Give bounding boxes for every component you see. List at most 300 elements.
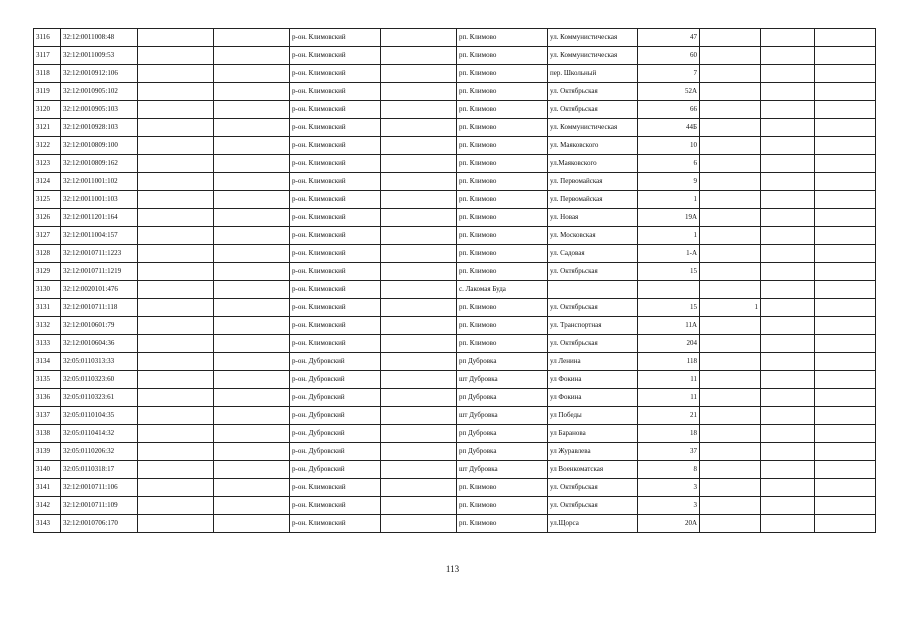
cell-empty xyxy=(138,371,214,389)
cell-empty xyxy=(761,83,815,101)
table-row xyxy=(34,29,876,47)
cell-cadastral-number: 32:05:0110414:32 xyxy=(61,425,138,443)
cell-settlement: шт Дубровка xyxy=(457,461,548,479)
cell-settlement: рп. Климово xyxy=(457,101,548,119)
cell-street: ул. Новая xyxy=(548,209,638,227)
cell-empty xyxy=(381,155,457,173)
table-row xyxy=(34,497,876,515)
property-register-table xyxy=(33,28,876,533)
cell-row-number: 3121 xyxy=(34,119,61,137)
cell-empty xyxy=(761,389,815,407)
cell-cadastral-number: 32:12:0010809:100 xyxy=(61,137,138,155)
cell-empty xyxy=(761,497,815,515)
cell-empty xyxy=(138,227,214,245)
table-row xyxy=(34,47,876,65)
cell-empty xyxy=(214,155,290,173)
table-row xyxy=(34,83,876,101)
cell-district: р-он. Климовский xyxy=(290,263,381,281)
cell-row-number: 3142 xyxy=(34,497,61,515)
cell-empty xyxy=(815,119,876,137)
cell-district: р-он. Климовский xyxy=(290,245,381,263)
cell-empty xyxy=(815,407,876,425)
cell-empty xyxy=(815,353,876,371)
cell-apartment xyxy=(700,281,761,299)
cell-house-number xyxy=(638,281,700,299)
cell-empty xyxy=(138,245,214,263)
cell-row-number: 3143 xyxy=(34,515,61,533)
cell-empty xyxy=(815,173,876,191)
cell-empty xyxy=(815,317,876,335)
cell-empty xyxy=(761,155,815,173)
cell-empty xyxy=(138,137,214,155)
cell-empty xyxy=(815,101,876,119)
cell-settlement: шт Дубровка xyxy=(457,371,548,389)
cell-empty xyxy=(214,425,290,443)
cell-district: р-он. Климовский xyxy=(290,137,381,155)
cell-cadastral-number: 32:12:0010928:103 xyxy=(61,119,138,137)
cell-empty xyxy=(761,173,815,191)
cell-row-number: 3138 xyxy=(34,425,61,443)
cell-cadastral-number: 32:05:0110206:32 xyxy=(61,443,138,461)
cell-row-number: 3134 xyxy=(34,353,61,371)
cell-empty xyxy=(214,101,290,119)
cell-empty xyxy=(214,173,290,191)
cell-empty xyxy=(381,209,457,227)
cell-empty xyxy=(138,515,214,533)
cell-empty xyxy=(214,281,290,299)
cell-empty xyxy=(214,29,290,47)
table-row xyxy=(34,335,876,353)
cell-district: р-он. Климовский xyxy=(290,299,381,317)
cell-street: ул Журавлева xyxy=(548,443,638,461)
cell-empty xyxy=(138,29,214,47)
cell-cadastral-number: 32:12:0010604:36 xyxy=(61,335,138,353)
cell-apartment xyxy=(700,155,761,173)
table-row xyxy=(34,65,876,83)
cell-apartment: 1 xyxy=(700,299,761,317)
table-row xyxy=(34,389,876,407)
cell-cadastral-number: 32:12:0011009:53 xyxy=(61,47,138,65)
cell-empty xyxy=(381,119,457,137)
cell-cadastral-number: 32:12:0011004:157 xyxy=(61,227,138,245)
cell-street: ул Ленина xyxy=(548,353,638,371)
cell-street: пер. Школьный xyxy=(548,65,638,83)
cell-street: ул Баранова xyxy=(548,425,638,443)
cell-row-number: 3129 xyxy=(34,263,61,281)
cell-row-number: 3136 xyxy=(34,389,61,407)
cell-empty xyxy=(381,371,457,389)
cell-house-number: 11А xyxy=(638,317,700,335)
cell-empty xyxy=(761,425,815,443)
cell-district: р-он. Климовский xyxy=(290,209,381,227)
cell-empty xyxy=(381,335,457,353)
cell-empty xyxy=(138,497,214,515)
cell-district: р-он. Климовский xyxy=(290,497,381,515)
cell-apartment xyxy=(700,425,761,443)
cell-apartment xyxy=(700,515,761,533)
cell-house-number: 7 xyxy=(638,65,700,83)
cell-street: ул. Маяковского xyxy=(548,137,638,155)
cell-house-number: 3 xyxy=(638,479,700,497)
cell-house-number: 19А xyxy=(638,209,700,227)
cell-district: р-он. Дубровский xyxy=(290,425,381,443)
cell-cadastral-number: 32:12:0011001:103 xyxy=(61,191,138,209)
cell-apartment xyxy=(700,29,761,47)
cell-house-number: 37 xyxy=(638,443,700,461)
cell-empty xyxy=(214,191,290,209)
cell-street: ул Фокина xyxy=(548,371,638,389)
cell-empty xyxy=(761,515,815,533)
cell-empty xyxy=(138,425,214,443)
cell-street: ул. Коммунистическая xyxy=(548,29,638,47)
cell-apartment xyxy=(700,317,761,335)
cell-apartment xyxy=(700,389,761,407)
cell-settlement: рп. Климово xyxy=(457,83,548,101)
cell-empty xyxy=(138,281,214,299)
cell-empty xyxy=(761,299,815,317)
cell-cadastral-number: 32:12:0010601:79 xyxy=(61,317,138,335)
cell-empty xyxy=(815,263,876,281)
cell-empty xyxy=(761,443,815,461)
cell-street: ул. Октябрьская xyxy=(548,83,638,101)
cell-cadastral-number: 32:12:0010809:162 xyxy=(61,155,138,173)
cell-row-number: 3140 xyxy=(34,461,61,479)
cell-empty xyxy=(214,443,290,461)
cell-cadastral-number: 32:12:0010711:109 xyxy=(61,497,138,515)
cell-empty xyxy=(138,317,214,335)
cell-settlement: шт Дубровка xyxy=(457,407,548,425)
cell-empty xyxy=(815,515,876,533)
cell-empty xyxy=(761,335,815,353)
cell-street: ул. Садовая xyxy=(548,245,638,263)
table-row xyxy=(34,443,876,461)
cell-street: ул. Коммунистическая xyxy=(548,47,638,65)
cell-cadastral-number: 32:05:0110104:35 xyxy=(61,407,138,425)
cell-house-number: 47 xyxy=(638,29,700,47)
cell-cadastral-number: 32:12:0010711:106 xyxy=(61,479,138,497)
cell-row-number: 3141 xyxy=(34,479,61,497)
cell-settlement: рп. Климово xyxy=(457,65,548,83)
table-row xyxy=(34,155,876,173)
cell-street: ул. Коммунистическая xyxy=(548,119,638,137)
cell-empty xyxy=(381,47,457,65)
cell-empty xyxy=(381,263,457,281)
cell-empty xyxy=(381,461,457,479)
cell-empty xyxy=(381,137,457,155)
cell-apartment xyxy=(700,443,761,461)
cell-row-number: 3117 xyxy=(34,47,61,65)
cell-settlement: рп. Климово xyxy=(457,263,548,281)
cell-row-number: 3116 xyxy=(34,29,61,47)
table-row xyxy=(34,299,876,317)
cell-settlement: рп Дубровка xyxy=(457,443,548,461)
cell-empty xyxy=(214,245,290,263)
cell-empty xyxy=(815,83,876,101)
cell-house-number: 60 xyxy=(638,47,700,65)
cell-empty xyxy=(761,29,815,47)
cell-empty xyxy=(761,191,815,209)
cell-street: ул Военкоматская xyxy=(548,461,638,479)
cell-empty xyxy=(214,299,290,317)
cell-empty xyxy=(214,83,290,101)
cell-empty xyxy=(214,371,290,389)
table-row xyxy=(34,479,876,497)
cell-cadastral-number: 32:05:0110313:33 xyxy=(61,353,138,371)
cell-empty xyxy=(138,479,214,497)
cell-empty xyxy=(761,65,815,83)
cell-settlement: рп. Климово xyxy=(457,497,548,515)
cell-settlement: рп. Климово xyxy=(457,245,548,263)
cell-empty xyxy=(138,461,214,479)
cell-settlement: рп Дубровка xyxy=(457,353,548,371)
page-number: 113 xyxy=(445,564,460,574)
cell-apartment xyxy=(700,137,761,155)
cell-empty xyxy=(381,299,457,317)
table-row xyxy=(34,227,876,245)
cell-row-number: 3127 xyxy=(34,227,61,245)
cell-row-number: 3118 xyxy=(34,65,61,83)
cell-apartment xyxy=(700,191,761,209)
cell-empty xyxy=(138,155,214,173)
cell-apartment xyxy=(700,65,761,83)
cell-cadastral-number: 32:12:0010905:103 xyxy=(61,101,138,119)
cell-settlement: рп. Климово xyxy=(457,29,548,47)
cell-empty xyxy=(214,65,290,83)
table-row xyxy=(34,353,876,371)
cell-empty xyxy=(761,245,815,263)
cell-settlement: рп. Климово xyxy=(457,299,548,317)
cell-empty xyxy=(815,389,876,407)
cell-empty xyxy=(761,317,815,335)
cell-row-number: 3139 xyxy=(34,443,61,461)
cell-settlement: рп. Климово xyxy=(457,155,548,173)
cell-settlement: рп. Климово xyxy=(457,173,548,191)
cell-empty xyxy=(815,443,876,461)
cell-settlement: с. Лакомая Буда xyxy=(457,281,548,299)
cell-apartment xyxy=(700,263,761,281)
cell-house-number: 44Б xyxy=(638,119,700,137)
cell-row-number: 3130 xyxy=(34,281,61,299)
cell-house-number: 18 xyxy=(638,425,700,443)
cell-empty xyxy=(381,389,457,407)
cell-empty xyxy=(138,335,214,353)
cell-empty xyxy=(214,389,290,407)
cell-street: ул. Первомайская xyxy=(548,173,638,191)
cell-cadastral-number: 32:12:0010706:170 xyxy=(61,515,138,533)
cell-empty xyxy=(214,47,290,65)
cell-empty xyxy=(214,137,290,155)
cell-apartment xyxy=(700,101,761,119)
cell-empty xyxy=(381,515,457,533)
table-row xyxy=(34,407,876,425)
cell-empty xyxy=(761,137,815,155)
cell-cadastral-number: 32:12:0020101:476 xyxy=(61,281,138,299)
cell-settlement: рп Дубровка xyxy=(457,389,548,407)
cell-house-number: 6 xyxy=(638,155,700,173)
cell-street: ул. Первомайская xyxy=(548,191,638,209)
cell-cadastral-number: 32:12:0010711:118 xyxy=(61,299,138,317)
cell-empty xyxy=(138,407,214,425)
cell-empty xyxy=(815,227,876,245)
cell-empty xyxy=(815,155,876,173)
cell-empty xyxy=(214,119,290,137)
cell-empty xyxy=(214,209,290,227)
cell-empty xyxy=(138,209,214,227)
cell-empty xyxy=(381,317,457,335)
cell-house-number: 1 xyxy=(638,191,700,209)
table-row xyxy=(34,245,876,263)
cell-settlement: рп. Климово xyxy=(457,119,548,137)
cell-empty xyxy=(761,461,815,479)
cell-district: р-он. Дубровский xyxy=(290,371,381,389)
table-row xyxy=(34,425,876,443)
cell-row-number: 3132 xyxy=(34,317,61,335)
cell-empty xyxy=(381,443,457,461)
table-row xyxy=(34,209,876,227)
cell-district: р-он. Климовский xyxy=(290,227,381,245)
cell-row-number: 3128 xyxy=(34,245,61,263)
cell-empty xyxy=(761,47,815,65)
cell-row-number: 3137 xyxy=(34,407,61,425)
cell-settlement: рп. Климово xyxy=(457,317,548,335)
cell-empty xyxy=(138,443,214,461)
cell-settlement: рп. Климово xyxy=(457,47,548,65)
cell-district: р-он. Климовский xyxy=(290,29,381,47)
cell-apartment xyxy=(700,371,761,389)
cell-house-number: 52А xyxy=(638,83,700,101)
cell-house-number: 1-А xyxy=(638,245,700,263)
cell-settlement: рп. Климово xyxy=(457,335,548,353)
cell-house-number: 21 xyxy=(638,407,700,425)
cell-street: ул.Маяковского xyxy=(548,155,638,173)
cell-empty xyxy=(138,83,214,101)
cell-house-number: 10 xyxy=(638,137,700,155)
cell-street: ул. Октябрьская xyxy=(548,263,638,281)
cell-empty xyxy=(815,209,876,227)
cell-house-number: 8 xyxy=(638,461,700,479)
cell-empty xyxy=(815,29,876,47)
cell-street: ул Фокина xyxy=(548,389,638,407)
cell-empty xyxy=(761,479,815,497)
cell-district: р-он. Климовский xyxy=(290,155,381,173)
cell-district: р-он. Дубровский xyxy=(290,407,381,425)
cell-district: р-он. Дубровский xyxy=(290,353,381,371)
cell-row-number: 3133 xyxy=(34,335,61,353)
cell-district: р-он. Дубровский xyxy=(290,443,381,461)
cell-settlement: рп. Климово xyxy=(457,227,548,245)
cell-street: ул. Октябрьская xyxy=(548,335,638,353)
table-row xyxy=(34,461,876,479)
cell-empty xyxy=(815,191,876,209)
cell-empty xyxy=(214,335,290,353)
cell-cadastral-number: 32:05:0110318:17 xyxy=(61,461,138,479)
cell-district: р-он. Климовский xyxy=(290,335,381,353)
cell-street: ул. Октябрьская xyxy=(548,299,638,317)
cell-empty xyxy=(214,515,290,533)
cell-empty xyxy=(815,461,876,479)
cell-district: р-он. Дубровский xyxy=(290,461,381,479)
table-body xyxy=(34,29,876,533)
cell-district: р-он. Климовский xyxy=(290,191,381,209)
cell-empty xyxy=(138,299,214,317)
cell-apartment xyxy=(700,407,761,425)
cell-street xyxy=(548,281,638,299)
cell-row-number: 3131 xyxy=(34,299,61,317)
cell-settlement: рп. Климово xyxy=(457,209,548,227)
cell-apartment xyxy=(700,47,761,65)
cell-empty xyxy=(381,245,457,263)
cell-empty xyxy=(815,425,876,443)
cell-house-number: 66 xyxy=(638,101,700,119)
table-row xyxy=(34,173,876,191)
cell-house-number: 9 xyxy=(638,173,700,191)
cell-house-number: 204 xyxy=(638,335,700,353)
cell-district: р-он. Климовский xyxy=(290,119,381,137)
cell-empty xyxy=(381,101,457,119)
cell-house-number: 15 xyxy=(638,263,700,281)
cell-row-number: 3124 xyxy=(34,173,61,191)
cell-district: р-он. Климовский xyxy=(290,317,381,335)
cell-district: р-он. Климовский xyxy=(290,281,381,299)
cell-empty xyxy=(815,479,876,497)
cell-settlement: рп. Климово xyxy=(457,137,548,155)
cell-row-number: 3122 xyxy=(34,137,61,155)
cell-settlement: рп. Климово xyxy=(457,479,548,497)
cell-apartment xyxy=(700,119,761,137)
cell-house-number: 11 xyxy=(638,389,700,407)
cell-house-number: 15 xyxy=(638,299,700,317)
cell-empty xyxy=(214,461,290,479)
cell-cadastral-number: 32:12:0011008:48 xyxy=(61,29,138,47)
cell-empty xyxy=(138,389,214,407)
cell-empty xyxy=(138,173,214,191)
cell-empty xyxy=(815,281,876,299)
cell-empty xyxy=(381,29,457,47)
cell-empty xyxy=(138,119,214,137)
cell-empty xyxy=(761,281,815,299)
cell-cadastral-number: 32:12:0010711:1223 xyxy=(61,245,138,263)
cell-empty xyxy=(138,263,214,281)
cell-empty xyxy=(381,479,457,497)
cell-empty xyxy=(138,101,214,119)
table-row xyxy=(34,263,876,281)
cell-empty xyxy=(815,335,876,353)
cell-street: ул. Транспортная xyxy=(548,317,638,335)
table-row xyxy=(34,101,876,119)
cell-row-number: 3135 xyxy=(34,371,61,389)
cell-apartment xyxy=(700,227,761,245)
cell-district: р-он. Климовский xyxy=(290,515,381,533)
cell-empty xyxy=(761,353,815,371)
cell-street: ул. Московская xyxy=(548,227,638,245)
cell-apartment xyxy=(700,209,761,227)
cell-empty xyxy=(214,263,290,281)
cell-apartment xyxy=(700,497,761,515)
cell-district: р-он. Климовский xyxy=(290,101,381,119)
cell-empty xyxy=(761,227,815,245)
cell-empty xyxy=(214,227,290,245)
cell-empty xyxy=(381,173,457,191)
cell-empty xyxy=(214,353,290,371)
table-row xyxy=(34,137,876,155)
cell-empty xyxy=(815,65,876,83)
cell-cadastral-number: 32:12:0010912:106 xyxy=(61,65,138,83)
cell-district: р-он. Климовский xyxy=(290,173,381,191)
cell-apartment xyxy=(700,479,761,497)
cell-empty xyxy=(214,317,290,335)
cell-house-number: 11 xyxy=(638,371,700,389)
table-row xyxy=(34,281,876,299)
